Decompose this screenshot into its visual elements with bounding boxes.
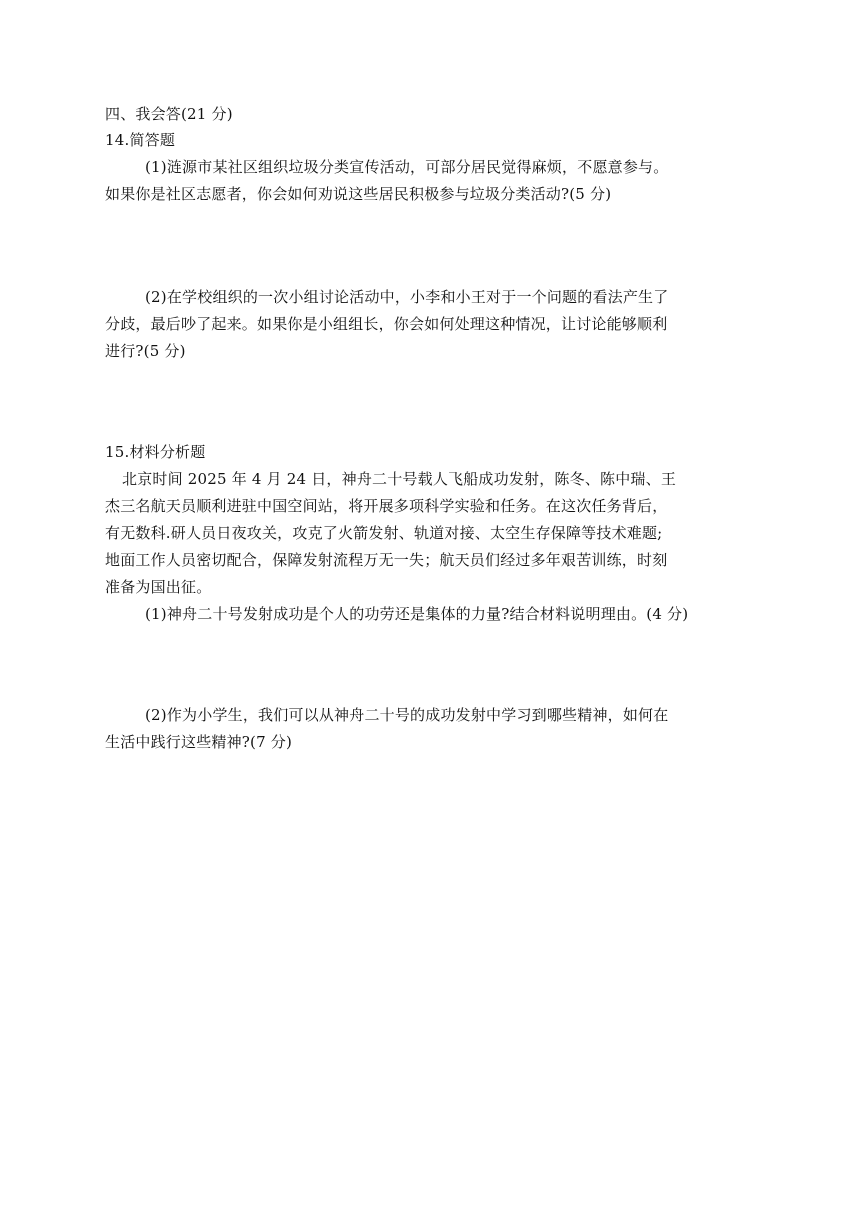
material-line-1: 北京时间 2025 年 4 月 24 日，神舟二十号载人飞船成功发射，陈冬、陈中瑞、王 bbox=[122, 470, 677, 488]
question-14-1-line-2: 如果你是社区志愿者，你会如何劝说这些居民积极参与垃圾分类活动?(5 分) bbox=[105, 185, 612, 203]
material-line-4: 地面工作人员密切配合，保障发射流程万无一失；航天员们经过多年艰苦训练，时刻 bbox=[105, 551, 668, 569]
section-title: 四、我会答(21 分) bbox=[105, 105, 233, 123]
question-15-heading: 15.材料分析题 bbox=[105, 443, 206, 461]
question-15-2-line-1: (2)作为小学生，我们可以从神舟二十号的成功发射中学习到哪些精神，如何在 bbox=[145, 706, 669, 724]
question-15-2-line-2: 生活中践行这些精神?(7 分) bbox=[105, 733, 293, 751]
question-14-2-line-1: (2)在学校组织的一次小组讨论活动中，小李和小王对于一个问题的看法产生了 bbox=[145, 288, 669, 306]
question-14-2-line-2: 分歧，最后吵了起来。如果你是小组组长，你会如何处理这种情况，让讨论能够顺利 bbox=[105, 315, 668, 333]
material-line-5: 准备为国出征。 bbox=[105, 578, 212, 596]
material-line-3: 有无数科.研人员日夜攻关，攻克了火箭发射、轨道对接、太空生存保障等技术难题; bbox=[105, 524, 663, 542]
material-line-2: 杰三名航天员顺利进驻中国空间站，将开展多项科学实验和任务。在这次任务背后， bbox=[105, 497, 668, 515]
question-14-2-line-3: 进行?(5 分) bbox=[105, 342, 186, 360]
question-14-1-line-1: (1)涟源市某社区组织垃圾分类宣传活动，可部分居民觉得麻烦，不愿意参与。 bbox=[145, 158, 669, 176]
question-14-heading: 14.简答题 bbox=[105, 131, 176, 149]
question-15-1-line-1: (1)神舟二十号发射成功是个人的功劳还是集体的力量?结合材料说明理由。(4 分) bbox=[145, 605, 689, 623]
